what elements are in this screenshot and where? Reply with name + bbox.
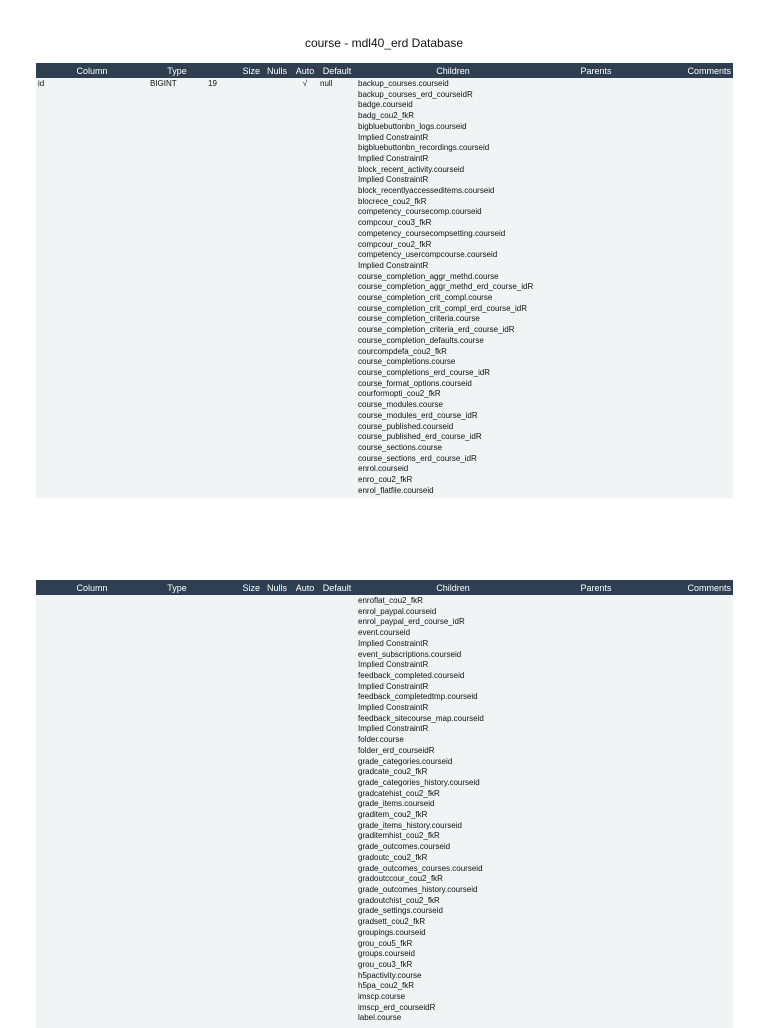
child-reference: folder.course (358, 735, 404, 745)
header-column: Column (36, 63, 148, 78)
child-reference: event.courseid (358, 628, 411, 638)
child-reference: Implied ConstraintR (358, 681, 429, 691)
cell-type (148, 595, 206, 1028)
child-reference: course_completion_criteria_erd_course_idR (358, 325, 515, 335)
cell-size (206, 595, 262, 1028)
child-reference: grade_categories_history.courseid (358, 777, 480, 787)
child-reference: grade_settings.courseid (358, 906, 443, 916)
child-reference: grade_items_history.courseid (358, 820, 462, 830)
child-reference: enrol.courseid (358, 464, 409, 474)
child-reference: backup_courses_erd_courseidR (358, 89, 473, 99)
child-reference: Implied ConstraintR (358, 660, 429, 670)
child-reference: grou_cou5_fkR (358, 938, 413, 948)
child-reference: grade_items.courseid (358, 799, 435, 809)
columns-table-1 (36, 63, 733, 498)
child-reference: course_published.courseid (358, 421, 454, 431)
child-reference: course_completion_aggr_methd.course (358, 271, 499, 281)
child-reference: compcour_cou2_fkR (358, 239, 432, 249)
child-reference: feedback_completed.courseid (358, 670, 465, 680)
child-reference: enrol_paypal.courseid (358, 606, 437, 616)
child-reference: course_completion_defaults.course (358, 335, 484, 345)
child-reference: compcour_cou3_fkR (358, 218, 432, 228)
header-nulls: Nulls (262, 63, 292, 78)
child-reference: h5pactivity.course (358, 970, 422, 980)
child-reference: course_completion_aggr_methd_erd_course_idR (358, 282, 534, 292)
child-reference: enro_cou2_fkR (358, 475, 413, 485)
header-parents: Parents (550, 580, 642, 595)
cell-children (356, 78, 550, 498)
child-reference: course_format_options.courseid (358, 378, 472, 388)
child-reference: block_recent_activity.courseid (358, 164, 465, 174)
cell-auto: √ (292, 78, 318, 498)
child-reference: course_sections_erd_course_idR (358, 453, 477, 463)
child-reference: groupings.courseid (358, 927, 426, 937)
child-reference: block_recentlyaccesseditems.courseid (358, 186, 495, 196)
table-header-row (36, 63, 733, 78)
child-reference: graditem_cou2_fkR (358, 810, 428, 820)
child-reference: feedback_completedtmp.courseid (358, 692, 478, 702)
cell-parents (550, 595, 642, 1028)
child-reference: grade_outcomes_courses.courseid (358, 863, 483, 873)
cell-parents (550, 78, 642, 498)
child-reference: event_subscriptions.courseid (358, 649, 462, 659)
child-reference: competency_coursecompsetting.courseid (358, 228, 506, 238)
child-reference: gradcate_cou2_fkR (358, 767, 428, 777)
child-reference: course_sections.course (358, 442, 443, 452)
child-reference: imscp.course (358, 992, 406, 1002)
header-type: Type (148, 580, 206, 595)
header-default: Default (318, 580, 356, 595)
child-reference: gradoutc_cou2_fkR (358, 852, 428, 862)
child-reference: badg_cou2_fkR (358, 111, 415, 121)
header-size: Size (206, 580, 262, 595)
child-reference: grade_outcomes.courseid (358, 842, 451, 852)
child-reference: grade_categories.courseid (358, 756, 453, 766)
child-reference: course_completions.course (358, 357, 456, 367)
header-column: Column (36, 580, 148, 595)
child-reference: grade_outcomes_history.courseid (358, 884, 478, 894)
child-reference: course_completion_crit_compl_erd_course_idR (358, 303, 527, 313)
child-reference: folder_erd_courseidR (358, 745, 435, 755)
child-reference: course_completion_crit_compl.course (358, 293, 493, 303)
cell-default: null (318, 78, 356, 498)
child-reference: Implied ConstraintR (358, 703, 429, 713)
child-reference: gradoutchist_cou2_fkR (358, 895, 440, 905)
children-list (358, 79, 548, 496)
cell-auto (292, 595, 318, 1028)
child-reference: enroflat_cou2_fkR (358, 596, 423, 605)
child-reference: Implied ConstraintR (358, 153, 429, 163)
header-default: Default (318, 63, 356, 78)
child-reference: feedback_sitecourse_map.courseid (358, 713, 484, 723)
child-reference: gradoutccour_cou2_fkR (358, 874, 443, 884)
cell-column (36, 595, 148, 1028)
child-reference: blocrece_cou2_fkR (358, 196, 427, 206)
child-reference: bigbluebuttonbn_recordings.courseid (358, 143, 490, 153)
cell-comments (642, 595, 733, 1028)
child-reference: imscp_erd_courseidR (358, 1002, 436, 1012)
child-reference: backup_courses.courseid (358, 79, 449, 88)
header-size: Size (206, 63, 262, 78)
child-reference: label.course (358, 1013, 402, 1023)
cell-default (318, 595, 356, 1028)
child-reference: Implied ConstraintR (358, 724, 429, 734)
child-reference: course_published_erd_course_idR (358, 432, 482, 442)
child-reference: h5pa_cou2_fkR (358, 981, 415, 991)
child-reference: Implied ConstraintR (358, 132, 429, 142)
header-nulls: Nulls (262, 580, 292, 595)
child-reference: competency_usercompcourse.courseid (358, 250, 498, 260)
child-reference: Implied ConstraintR (358, 175, 429, 185)
child-reference: Implied ConstraintR (358, 260, 429, 270)
page-title: course - mdl40_erd Database (304, 36, 464, 50)
columns-table-2 (36, 580, 733, 1028)
child-reference: course_completions_erd_course_idR (358, 367, 491, 377)
header-auto: Auto (292, 63, 318, 78)
header-comments: Comments (642, 580, 733, 595)
header-children: Children (356, 580, 550, 595)
header-type: Type (148, 63, 206, 78)
cell-nulls (262, 595, 292, 1028)
table-row (36, 78, 733, 498)
child-reference: course_modules.course (358, 400, 443, 410)
child-reference: course_completion_criteria.course (358, 314, 480, 324)
children-list (358, 596, 548, 1024)
table-header-row (36, 580, 733, 595)
child-reference: Implied ConstraintR (358, 638, 429, 648)
cell-column: id (36, 78, 148, 498)
child-reference: enrol_paypal_erd_course_idR (358, 617, 465, 627)
header-comments: Comments (642, 63, 733, 78)
child-reference: courcompdefa_cou2_fkR (358, 346, 447, 356)
child-reference: bigbluebuttonbn_logs.courseid (358, 121, 467, 131)
child-reference: courformopti_cou2_fkR (358, 389, 441, 399)
child-reference: competency_coursecomp.courseid (358, 207, 482, 217)
child-reference: gradcatehist_cou2_fkR (358, 788, 440, 798)
child-reference: grou_cou3_fkR (358, 959, 413, 969)
header-children: Children (356, 63, 550, 78)
child-reference: gradsett_cou2_fkR (358, 917, 426, 927)
cell-type: BIGINT (148, 78, 206, 498)
child-reference: enrol_flatfile.courseid (358, 485, 434, 495)
header-parents: Parents (550, 63, 642, 78)
child-reference: graditemhist_cou2_fkR (358, 831, 440, 841)
cell-size: 19 (206, 78, 262, 498)
header-auto: Auto (292, 580, 318, 595)
cell-comments (642, 78, 733, 498)
table-row (36, 595, 733, 1028)
child-reference: badge.courseid (358, 100, 413, 110)
cell-nulls (262, 78, 292, 498)
cell-children (356, 595, 550, 1028)
child-reference: groups.courseid (358, 949, 415, 959)
child-reference: course_modules_erd_course_idR (358, 410, 478, 420)
